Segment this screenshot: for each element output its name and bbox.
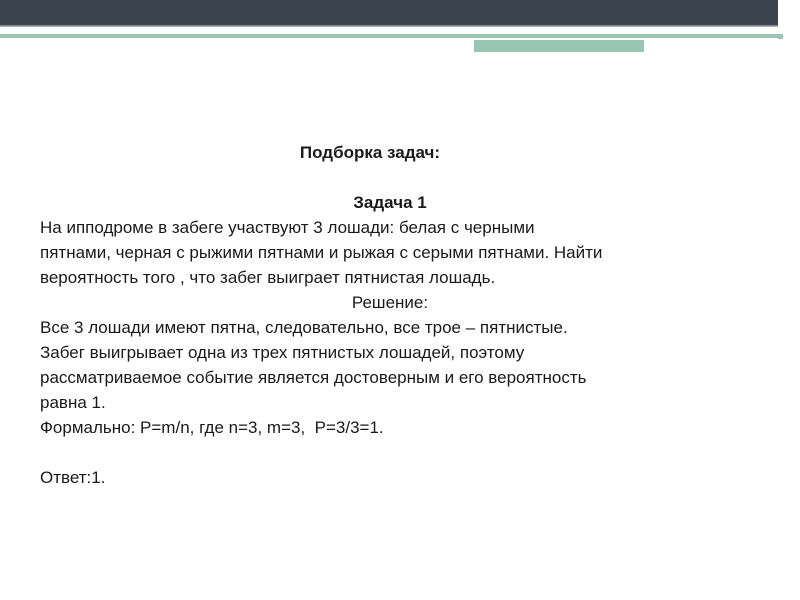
slide-title: Подборка задач: — [299, 143, 441, 162]
answer-line: Ответ:1. — [40, 468, 106, 487]
spacer — [40, 440, 780, 465]
task-line-3: вероятность того , что забег выиграет пятнистая лошадь. — [40, 268, 496, 287]
top-bar-shadow — [0, 24, 778, 27]
solution-line-2: Забег выигрывает одна из трех пятнистых лошадей, поэтому — [40, 343, 525, 362]
task-heading: Задача 1 — [353, 193, 427, 212]
spacer — [40, 165, 780, 190]
solution-line-3: рассматриваемое событие является достоверным и его вероятность — [40, 368, 587, 387]
accent-square — [778, 34, 783, 39]
formal-line: Формально: P=m/n, где n=3, m=3, P=3/3=1. — [40, 418, 384, 437]
task-line-1: На ипподроме в забеге участвуют 3 лошади: белая с черными — [40, 218, 535, 237]
top-bar — [0, 0, 778, 24]
solution-line-4: равна 1. — [40, 393, 106, 412]
solution-line-1: Все 3 лошади имеют пятна, следовательно, все трое – пятнистые. — [40, 318, 568, 337]
slide-content — [40, 140, 780, 490]
accent-block — [474, 40, 644, 52]
accent-line — [0, 34, 778, 38]
solution-heading: Решение: — [351, 293, 429, 312]
task-line-2: пятнами, черная с рыжими пятнами и рыжая с серыми пятнами. Найти — [40, 243, 603, 262]
